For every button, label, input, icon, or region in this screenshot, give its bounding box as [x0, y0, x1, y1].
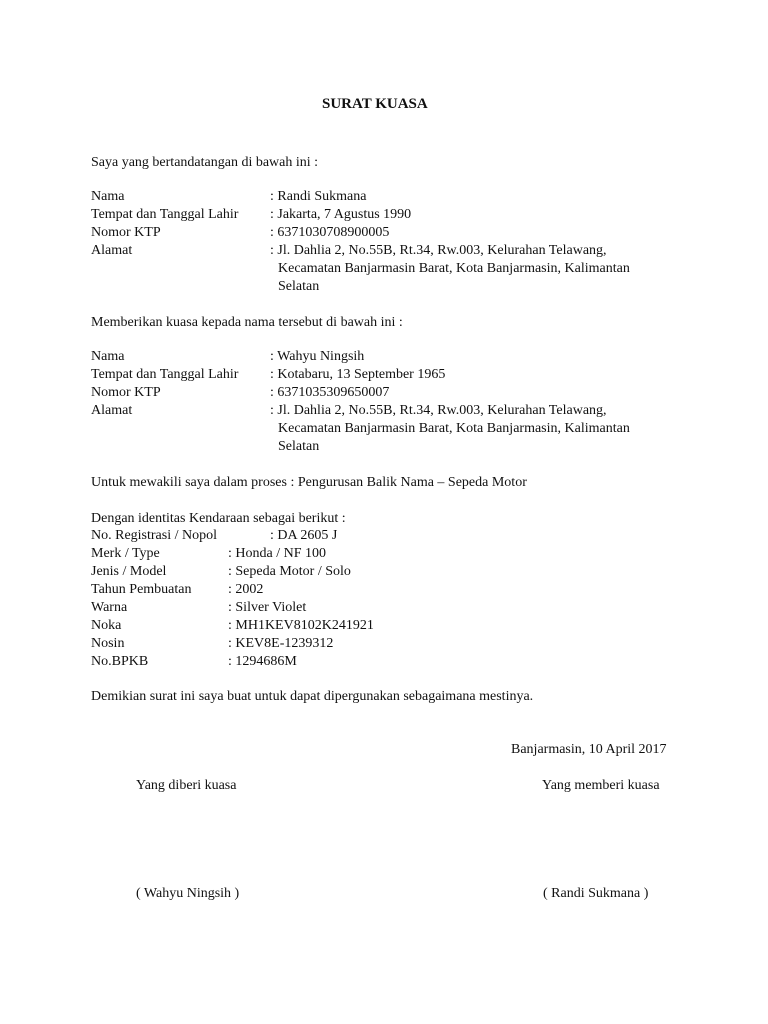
vehicle-label-frame-number: Noka: [91, 618, 122, 633]
vehicle-label-brand: Merk / Type: [91, 546, 160, 561]
place-date: Banjarmasin, 10 April 2017: [511, 742, 667, 757]
vehicle-value-bpkb: : 1294686M: [228, 654, 297, 669]
grantee-birth-value: : Kotabaru, 13 September 1965: [270, 367, 446, 382]
grantor-address-label: Alamat: [91, 243, 133, 258]
vehicle-label-color: Warna: [91, 600, 128, 615]
grantee-birth-label: Tempat dan Tanggal Lahir: [91, 367, 239, 382]
grantee-signature-label: Yang diberi kuasa: [136, 778, 237, 793]
grantor-birth-value: : Jakarta, 7 Agustus 1990: [270, 207, 412, 222]
grantee-address-line-1: : Jl. Dahlia 2, No.55B, Rt.34, Rw.003, Kelurahan Telawang,: [270, 403, 607, 418]
vehicle-value-color: : Silver Violet: [228, 600, 307, 615]
vehicle-label-registration: No. Registrasi / Nopol: [91, 528, 217, 543]
grantee-name-value: : Wahyu Ningsih: [270, 349, 365, 364]
purpose-text: Untuk mewakili saya dalam proses : Pengurusan Balik Nama – Sepeda Motor: [91, 475, 527, 490]
grantor-ktp-label: Nomor KTP: [91, 225, 161, 240]
vehicle-label-year: Tahun Pembuatan: [91, 582, 192, 597]
grantee-ktp-value: : 6371035309650007: [270, 385, 390, 400]
grantee-ktp-label: Nomor KTP: [91, 385, 161, 400]
grant-intro-text: Memberikan kuasa kepada nama tersebut di bawah ini :: [91, 315, 403, 330]
grantor-ktp-value: : 6371030708900005: [270, 225, 390, 240]
grantor-birth-label: Tempat dan Tanggal Lahir: [91, 207, 239, 222]
grantee-signature-name: ( Wahyu Ningsih ): [136, 886, 240, 901]
grantor-signature-label: Yang memberi kuasa: [542, 778, 660, 793]
vehicle-value-brand: : Honda / NF 100: [228, 546, 326, 561]
grantee-address-line-3: Selatan: [278, 439, 320, 454]
grantor-signature-name: ( Randi Sukmana ): [543, 886, 649, 901]
vehicle-value-registration: : DA 2605 J: [270, 528, 338, 543]
vehicle-value-engine-number: : KEV8E-1239312: [228, 636, 334, 651]
page-title: SURAT KUASA: [322, 96, 428, 112]
grantee-address-line-2: Kecamatan Banjarmasin Barat, Kota Banjarmasin, Kalimantan: [278, 421, 630, 436]
grantor-address-line-3: Selatan: [278, 279, 320, 294]
vehicle-label-engine-number: Nosin: [91, 636, 125, 651]
vehicle-value-model: : Sepeda Motor / Solo: [228, 564, 351, 579]
grantee-name-label: Nama: [91, 349, 125, 364]
grantor-address-line-2: Kecamatan Banjarmasin Barat, Kota Banjarmasin, Kalimantan: [278, 261, 630, 276]
vehicle-value-year: : 2002: [228, 582, 264, 597]
grantor-name-label: Nama: [91, 189, 125, 204]
grantee-address-label: Alamat: [91, 403, 133, 418]
intro-text: Saya yang bertandatangan di bawah ini :: [91, 155, 319, 170]
vehicle-label-model: Jenis / Model: [91, 564, 167, 579]
grantor-name-value: : Randi Sukmana: [270, 189, 367, 204]
closing-text: Demikian surat ini saya buat untuk dapat dipergunakan sebagaimana mestinya.: [91, 689, 534, 704]
vehicle-label-bpkb: No.BPKB: [91, 654, 149, 669]
vehicle-intro-text: Dengan identitas Kendaraan sebagai berikut :: [91, 511, 346, 526]
grantor-address-line-1: : Jl. Dahlia 2, No.55B, Rt.34, Rw.003, Kelurahan Telawang,: [270, 243, 607, 258]
vehicle-value-frame-number: : MH1KEV8102K241921: [228, 618, 374, 633]
